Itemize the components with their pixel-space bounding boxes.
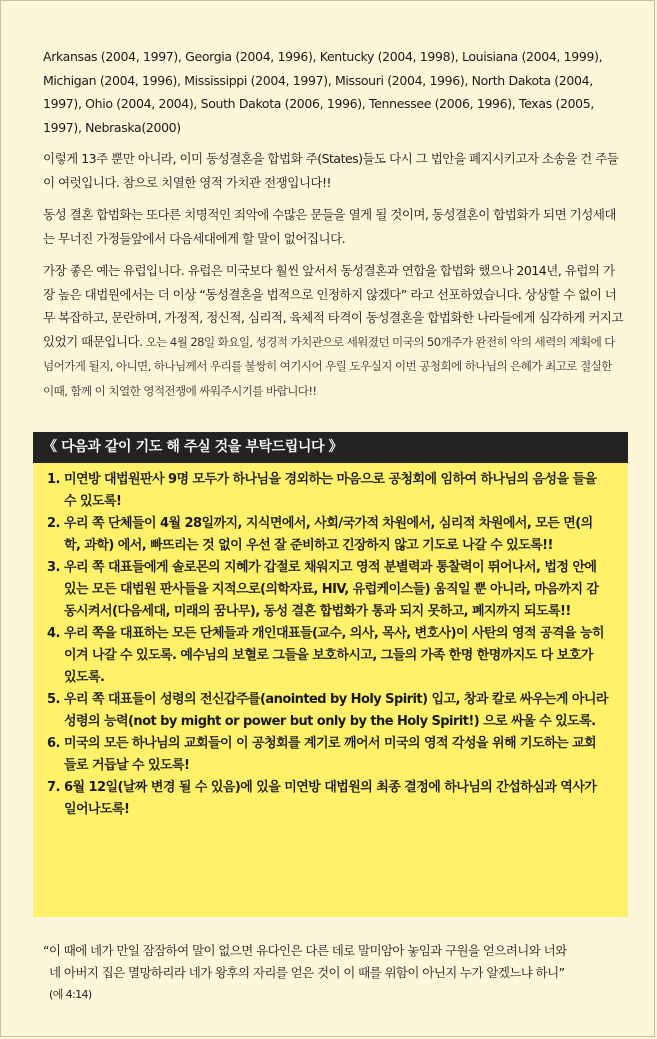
prayer-item-number: 4. <box>47 626 60 641</box>
quote-line-2: 네 아버지 집은 멸망하리라 네가 왕후의 자리를 얻은 것이 이 때를 위함이 아닌지 누가 알겠느냐 하니” <box>49 965 565 980</box>
prayer-item-text: 우리 쪽 대표들이 성령의 전신갑주를(anointed by Holy Spirit) 입고, 창과 칼로 싸우는게 아니라 성령의 능력(not by might or power but only by the Holy Spirit!) 으로 싸울 수 있도록. <box>64 692 608 729</box>
paragraph-hearing-appeal: 오는 4월 28일 화요일, 성경적 가치관으로 세워졌던 미국의 50개주가 완전히 악의 세력의 계획에 다 넘어가게 될지, 아니면, 하나님께서 우리를 불쌍히 여기시어 우릴 도우실지 이번 공청회에 하나님의 은혜가 최고로 절실한 이때, 함께 이 치열한 영적전쟁에 싸워주시기를 바랍니다!! <box>43 334 615 398</box>
prayer-request-banner: 《 다음과 같이 기도 해 주실 것을 부탁드립니다 》 <box>33 432 628 463</box>
prayer-item-text: 미국의 모든 하나님의 교회들이 이 공청회를 계기로 깨어서 미국의 영적 각성을 위해 기도하는 교회들로 거듭날 수 있도록! <box>64 736 597 773</box>
prayer-item <box>47 513 608 557</box>
quote-line-1: “이 때에 네가 만일 잠잠하여 말이 없으면 유다인은 다른 데로 말미암아 놓임과 구원을 얻으려니와 너와 <box>43 943 567 958</box>
prayer-item-number: 7. <box>47 780 60 795</box>
prayer-item <box>47 689 608 733</box>
paragraph-states-lawsuits: 이렇게 13주 뿐만 아니라, 이미 동성결혼을 합법화 주(States)들도 다시 그 법안을 폐지시키고자 소송을 건 주들이 여럿입니다. 참으로 치열한 영적 가치관 전쟁입니다!! <box>43 151 619 190</box>
prayer-item-number: 2. <box>47 516 60 531</box>
prayer-item-number: 3. <box>47 560 60 575</box>
prayer-item-number: 1. <box>47 472 60 487</box>
scripture-reference: (에 4:14) <box>49 988 92 1001</box>
paragraph-europe-example <box>43 259 623 403</box>
prayer-item-text: 6월 12일(날짜 변경 될 수 있음)에 있을 미연방 대법원의 최종 결정에 하나님의 간섭하심과 역사가 일어나도록! <box>64 780 597 817</box>
prayer-item-text: 우리 쪽 대표들에게 솔로몬의 지혜가 갑절로 채워지고 영적 분별력과 통찰력이 뛰어나서, 법정 안에 있는 모든 대법원 판사들을 지적으로(의학자료, HIV, 유럽케이스들) 움직일 뿐 아니라, 마음까지 감동시켜서(다음세대, 미래의 꿈나무), 동성 결혼 합법화가 통과 되지 못하고, 폐지까지 되도록!! <box>64 560 599 619</box>
prayer-item-number: 5. <box>47 692 60 707</box>
prayer-list-box <box>33 463 628 917</box>
prayer-item <box>47 469 608 513</box>
paragraph-consequences: 동성 결혼 합법화는 또다른 치명적인 죄악에 수많은 문들을 열게 될 것이며, 동성결혼이 합법화가 되면 기성세대는 무너진 가정들앞에서 다음세대에게 할 말이 없어집니다. <box>43 207 616 246</box>
prayer-item <box>47 733 608 777</box>
prayer-item-text: 우리 쪽 단체들이 4월 28일까지, 지식면에서, 사회/국가적 차원에서, 심리적 차원에서, 모든 면(의학, 과학) 에서, 빠뜨리는 것 없이 우선 잘 준비하고 긴장하지 않고 기도로 나갈 수 있도록!! <box>64 516 593 553</box>
prayer-item <box>47 623 608 689</box>
prayer-item-text: 미연방 대법원판사 9명 모두가 하나님을 경외하는 마음으로 공청회에 임하여 하나님의 음성을 들을 수 있도록! <box>64 472 597 509</box>
prayer-item <box>47 557 608 623</box>
states-list-text: Arkansas (2004, 1997), Georgia (2004, 1996), Kentucky (2004, 1998), Louisiana (2004, 1999), Michigan (2004, 1996), Mississippi (2004, 1997), Missouri (2004, 1996), North Dakota (2004, 1997), Ohio (2004, 2004), South Dakota (2006, 1996), Tennessee (2006, 1996), Texas (2005, 1997), Nebraska(2000) <box>43 49 603 135</box>
prayer-list <box>47 469 608 821</box>
prayer-item-text: 우리 쪽을 대표하는 모든 단체들과 개인대표들(교수, 의사, 목사, 변호사)이 사탄의 영적 공격을 능히 이겨 나갈 수 있도록. 예수님의 보혈로 그들을 보호하시고, 그들의 가족 한명 한명까지도 다 보호가 있도록. <box>64 626 604 685</box>
scripture-quote <box>43 940 633 1006</box>
prayer-item-number: 6. <box>47 736 60 751</box>
prayer-item <box>47 777 608 821</box>
paragraph-europe-main: 가장 좋은 예는 유럽입니다. 유럽은 미국보다 훨씬 앞서서 동성결혼과 연합을 합법화 했으나 2014년, 유럽의 가장 높은 대법원에서는 더 이상 “동성결혼을 법적으로 인정하지 않겠다” 라고 선포하였습니다. 상상할 수 없이 너무 복잡하고, 문란하며, 가정적, 정신적, 심리적, 육체적 타격이 동성결혼을 합법화한 나라들에게 심각하게 커지고 있었기 때문입니다. <box>43 263 623 349</box>
